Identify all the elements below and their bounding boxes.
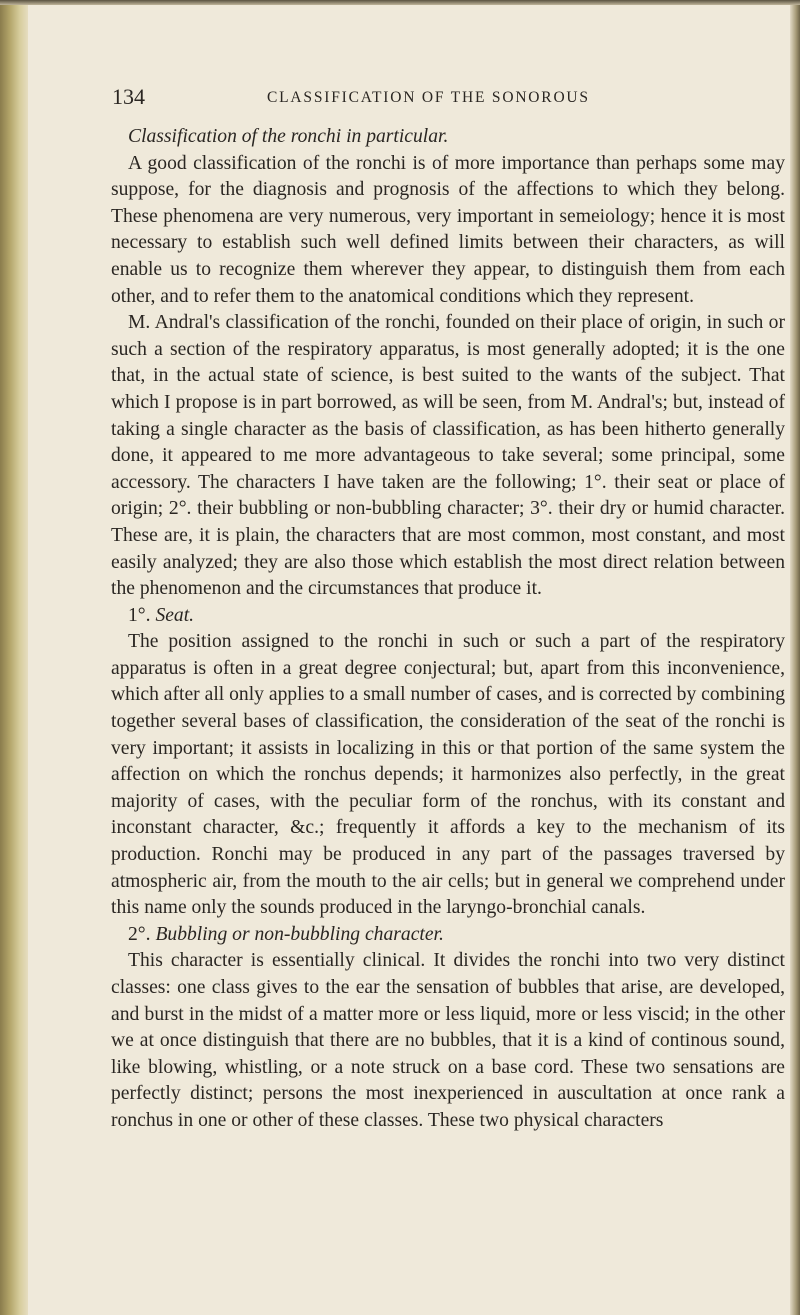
running-header xyxy=(112,82,712,112)
paragraph-seat: The position assigned to the ronchi in such or such a part of the respiratory apparatus is often in a great degree conjectural; but, apart from this inconvenience, which after all only applies to a small number of cases, and is corrected by combining together several bases of classification, the consideration of the seat of the ronchi is very important; it assists in localizing in this or that portion of the same system the affection on which the ronchus depends; it harmonizes also perfectly, in the great majority of cases, with the peculiar form of the ronchus, with its constant and inconstant character, &c.; frequently it affords a key to the mechanism of its production. Ronchi may be produced in any part of the passages traversed by atmospheric air, from the mouth to the air cells; but in general we comprehend under this name only the sounds produced in the laryngo-bronchial canals. xyxy=(111,631,785,919)
page-top-edge xyxy=(0,0,800,5)
subheading-bubbling xyxy=(111,922,785,949)
paragraph-importance: A good classification of the ronchi is of more importance than perhaps some may suppose, for the diagnosis and prognosis of the affections to which they belong. These phenomena are very numerous, very important in semeiology; hence it is most necessary to establish such well defined limits between their characters, as will enable us to recognize them wherever they appear, to distinguish them from each other, and to refer them to the anatomical conditions which they represent. xyxy=(111,152,785,307)
subheading-bubbling-number: 2°. xyxy=(128,923,151,945)
page-fore-edge xyxy=(790,0,800,1315)
page-body xyxy=(111,124,785,1135)
subheading-bubbling-title: Bubbling or non-bubbling character. xyxy=(155,923,444,945)
paragraph-andral: M. Andral's classification of the ronchi, founded on their place of origin, in such or such a section of the respiratory apparatus, is most generally adopted; it is the one that, in the actual state of science, is best suited to the wants of the subject. That which I propose is in part borrowed, as will be seen, from M. Andral's; but, instead of taking a single character as the basis of classification, as has been hitherto generally done, it appeared to me more advantageous to take several; some principal, some accessory. The characters I have taken are the following; 1°. their seat or place of origin; 2°. their bubbling or non-bubbling character; 3°. their dry or humid character. These are, it is plain, the characters that are most common, most constant, and most easily analyzed; they are also those which establish the most direct relation between the phenomenon and the circumstances that produce it. xyxy=(111,312,785,600)
running-head-title: CLASSIFICATION OF THE SONOROUS xyxy=(267,89,590,106)
page-gutter xyxy=(0,0,28,1315)
subheading-seat-number: 1°. xyxy=(128,604,151,626)
subheading-seat-title: Seat. xyxy=(155,604,195,626)
page-number: 134 xyxy=(112,84,145,109)
section-heading: Classification of the ronchi in particular. xyxy=(128,126,449,147)
subheading-seat xyxy=(111,603,785,630)
paragraph-bubbling: This character is essentially clinical. It divides the ronchi into two very distinct classes: one class gives to the ear the sensation of bubbles that arise, are developed, and burst in the midst of a matter more or less liquid, more or less viscid; in the other we at once distinguish that there are no bubbles, that it is a kind of continous sound, like blowing, whistling, or a note struck on a base cord. These two sensations are perfectly distinct; persons the most inexperienced in auscultation at once rank a ronchus in one or other of these classes. These two physical characters xyxy=(111,950,785,1131)
